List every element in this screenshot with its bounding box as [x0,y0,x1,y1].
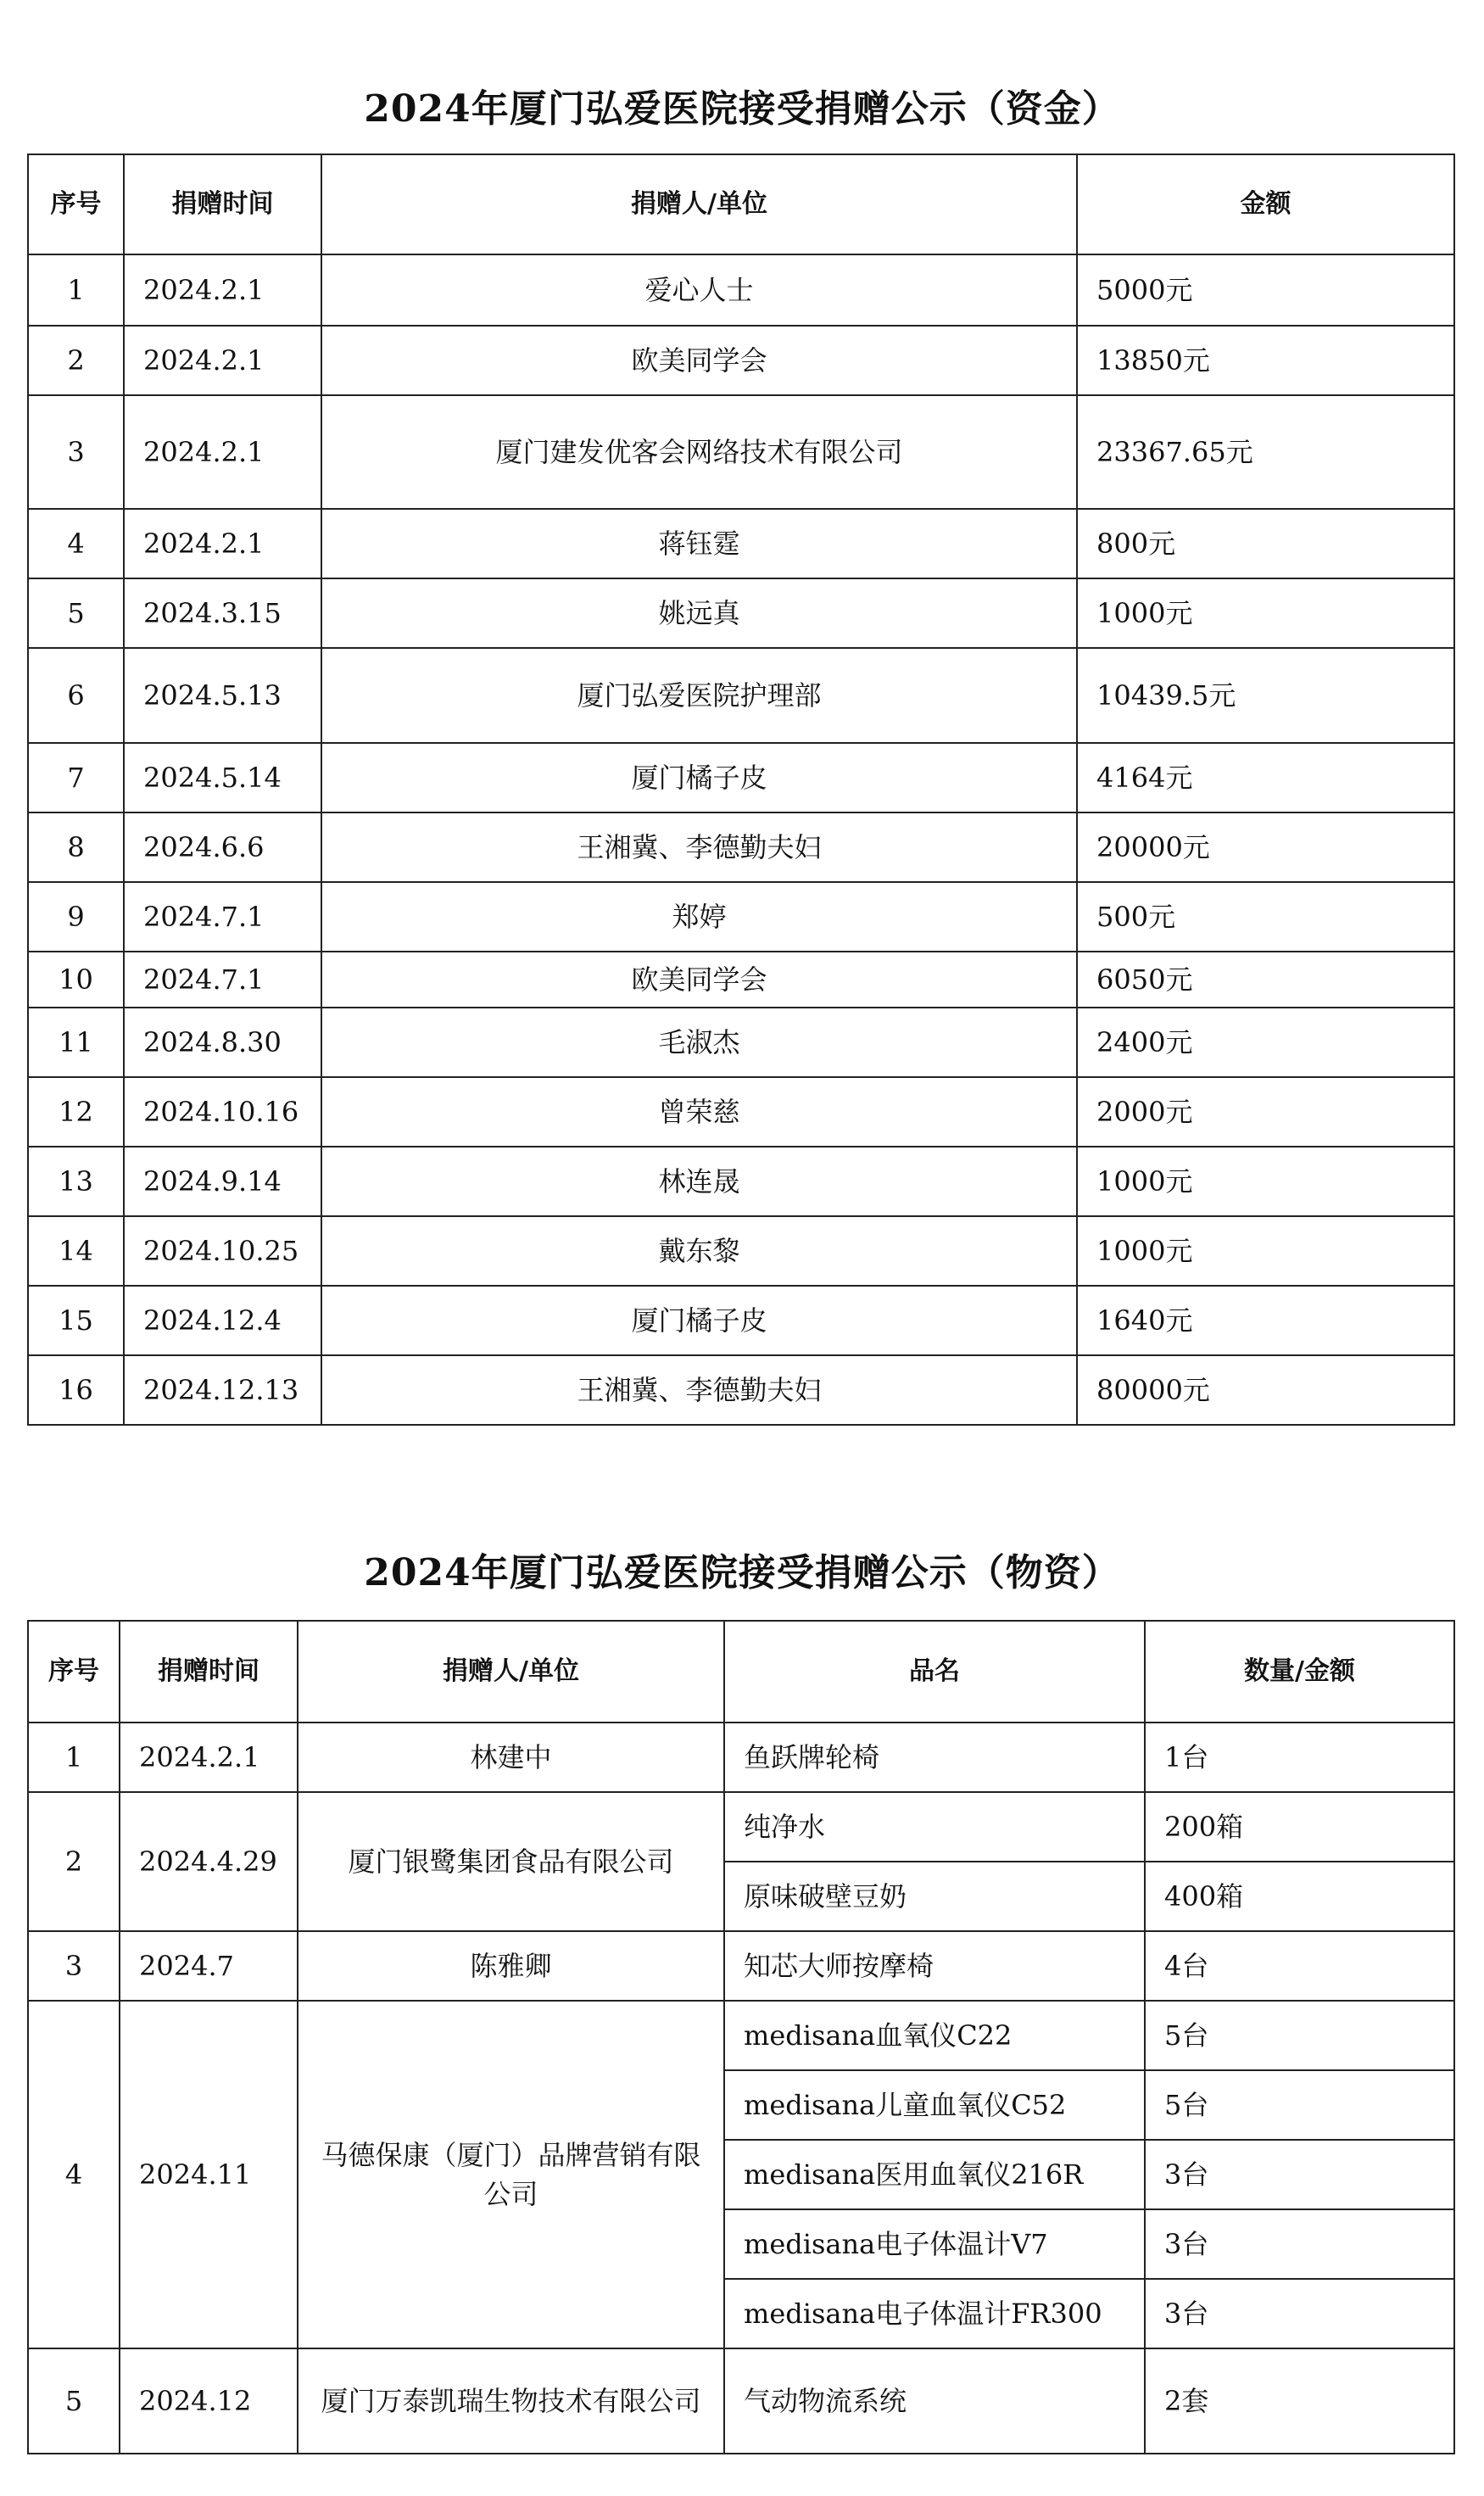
donor-name: 林建中 [298,1723,724,1792]
table-row [28,509,1454,578]
donation-amount: 800元 [1077,509,1454,578]
row-number: 16 [28,1355,124,1425]
donor-name: 爱心人士 [321,254,1077,326]
donation-date: 2024.5.14 [124,743,321,812]
donation-date: 2024.9.14 [124,1147,321,1216]
table-row [28,952,1454,1008]
donation-date: 2024.12.4 [124,1286,321,1355]
donor-name: 欧美同学会 [321,326,1077,395]
donation-amount: 4164元 [1077,743,1454,812]
donor-name: 厦门万泰凯瑞生物技术有限公司 [298,2348,724,2454]
table-row [28,1931,1454,2001]
row-number: 4 [28,509,124,578]
funds-table [27,154,1455,1426]
row-number: 2 [28,326,124,395]
table-row [28,648,1454,743]
row-number: 1 [28,254,124,326]
donation-amount: 10439.5元 [1077,648,1454,743]
header-donor: 捐赠人/单位 [321,154,1077,254]
row-number: 5 [28,578,124,648]
table-row [28,882,1454,952]
item-name: medisana医用血氧仪216R [724,2140,1145,2209]
goods-table [27,1620,1455,2454]
donation-date: 2024.4.29 [120,1792,298,1931]
donation-amount: 6050元 [1077,952,1454,1008]
table-row [28,1077,1454,1147]
donation-amount: 500元 [1077,882,1454,952]
table-row [28,2348,1454,2454]
row-number: 12 [28,1077,124,1147]
row-number: 9 [28,882,124,952]
table-row [28,1792,1454,1862]
donation-amount: 23367.65元 [1077,395,1454,509]
row-number: 15 [28,1286,124,1355]
table-row [28,743,1454,812]
donor-name: 厦门银鹭集团食品有限公司 [298,1792,724,1931]
donor-name: 厦门橘子皮 [321,743,1077,812]
donor-name: 曾荣慈 [321,1077,1077,1147]
donation-date: 2024.12 [120,2348,298,2454]
donor-name: 厦门弘爱医院护理部 [321,648,1077,743]
donation-amount: 1000元 [1077,1216,1454,1286]
item-quantity: 4台 [1145,1931,1454,2001]
donation-amount: 20000元 [1077,812,1454,882]
row-number: 10 [28,952,124,1008]
item-quantity: 1台 [1145,1723,1454,1792]
item-name: medisana血氧仪C22 [724,2001,1145,2070]
item-quantity: 3台 [1145,2140,1454,2209]
donor-name: 马德保康（厦门）品牌营销有限公司 [298,2001,724,2348]
table-row [28,2001,1454,2070]
table-row [28,1286,1454,1355]
funds-table-body [28,254,1454,1425]
row-number: 2 [28,1792,120,1931]
goods-table-body [28,1723,1454,2454]
donation-date: 2024.12.13 [124,1355,321,1425]
table-row [28,326,1454,395]
table-row [28,578,1454,648]
header-quantity: 数量/金额 [1145,1621,1454,1723]
item-name: medisana儿童血氧仪C52 [724,2070,1145,2140]
row-number: 6 [28,648,124,743]
donation-date: 2024.7.1 [124,952,321,1008]
donation-date: 2024.8.30 [124,1008,321,1077]
funds-table-title: 2024年厦门弘爱医院接受捐赠公示（资金） [364,87,1120,131]
donation-amount: 1000元 [1077,1147,1454,1216]
donation-date: 2024.10.25 [124,1216,321,1286]
item-name: 纯净水 [724,1792,1145,1862]
donor-name: 王湘冀、李德勤夫妇 [321,1355,1077,1425]
item-name: 气动物流系统 [724,2348,1145,2454]
row-number: 3 [28,1931,120,2001]
item-quantity: 5台 [1145,2001,1454,2070]
donor-name: 郑婷 [321,882,1077,952]
donation-date: 2024.6.6 [124,812,321,882]
donation-date: 2024.10.16 [124,1077,321,1147]
donor-name: 王湘冀、李德勤夫妇 [321,812,1077,882]
donor-name: 厦门建发优客会网络技术有限公司 [321,395,1077,509]
donation-date: 2024.11 [120,2001,298,2348]
donor-name: 陈雅卿 [298,1931,724,2001]
donation-amount: 2000元 [1077,1077,1454,1147]
donor-name: 蒋钰霆 [321,509,1077,578]
row-number: 13 [28,1147,124,1216]
donation-amount: 80000元 [1077,1355,1454,1425]
row-number: 8 [28,812,124,882]
table-row [28,395,1454,509]
item-name: medisana电子体温计FR300 [724,2279,1145,2348]
row-number: 1 [28,1723,120,1792]
item-name: 原味破壁豆奶 [724,1862,1145,1931]
donation-date: 2024.3.15 [124,578,321,648]
table-row [28,1723,1454,1792]
goods-table-title: 2024年厦门弘爱医院接受捐赠公示（物资） [364,1551,1120,1594]
row-number: 3 [28,395,124,509]
donation-date: 2024.2.1 [124,509,321,578]
donation-date: 2024.2.1 [124,254,321,326]
donor-name: 厦门橘子皮 [321,1286,1077,1355]
donation-amount: 1000元 [1077,578,1454,648]
table-row [28,812,1454,882]
donation-date: 2024.2.1 [124,395,321,509]
item-quantity: 3台 [1145,2209,1454,2279]
header-no: 序号 [28,1621,120,1723]
table-row [28,1008,1454,1077]
table-row [28,1355,1454,1425]
row-number: 14 [28,1216,124,1286]
header-no: 序号 [28,154,124,254]
donation-date: 2024.5.13 [124,648,321,743]
donor-name: 欧美同学会 [321,952,1077,1008]
item-quantity: 200箱 [1145,1792,1454,1862]
item-name: 知芯大师按摩椅 [724,1931,1145,2001]
item-quantity: 3台 [1145,2279,1454,2348]
donation-date: 2024.2.1 [124,326,321,395]
item-name: medisana电子体温计V7 [724,2209,1145,2279]
donation-date: 2024.7 [120,1931,298,2001]
row-number: 7 [28,743,124,812]
table-row [28,254,1454,326]
table-row [28,1147,1454,1216]
table-row [28,1216,1454,1286]
donor-name: 毛淑杰 [321,1008,1077,1077]
item-quantity: 5台 [1145,2070,1454,2140]
row-number: 4 [28,2001,120,2348]
item-quantity: 2套 [1145,2348,1454,2454]
header-amount: 金额 [1077,154,1454,254]
donation-amount: 5000元 [1077,254,1454,326]
donor-name: 姚远真 [321,578,1077,648]
item-name: 鱼跃牌轮椅 [724,1723,1145,1792]
donor-name: 戴东黎 [321,1216,1077,1286]
header-item-name: 品名 [724,1621,1145,1723]
funds-header-row [28,154,1454,254]
header-date: 捐赠时间 [120,1621,298,1723]
header-donor: 捐赠人/单位 [298,1621,724,1723]
goods-header-row [28,1621,1454,1723]
donation-amount: 13850元 [1077,326,1454,395]
row-number: 5 [28,2348,120,2454]
item-quantity: 400箱 [1145,1862,1454,1931]
donation-amount: 2400元 [1077,1008,1454,1077]
header-date: 捐赠时间 [124,154,321,254]
donation-date: 2024.7.1 [124,882,321,952]
donor-name: 林连晟 [321,1147,1077,1216]
row-number: 11 [28,1008,124,1077]
donation-date: 2024.2.1 [120,1723,298,1792]
donation-amount: 1640元 [1077,1286,1454,1355]
